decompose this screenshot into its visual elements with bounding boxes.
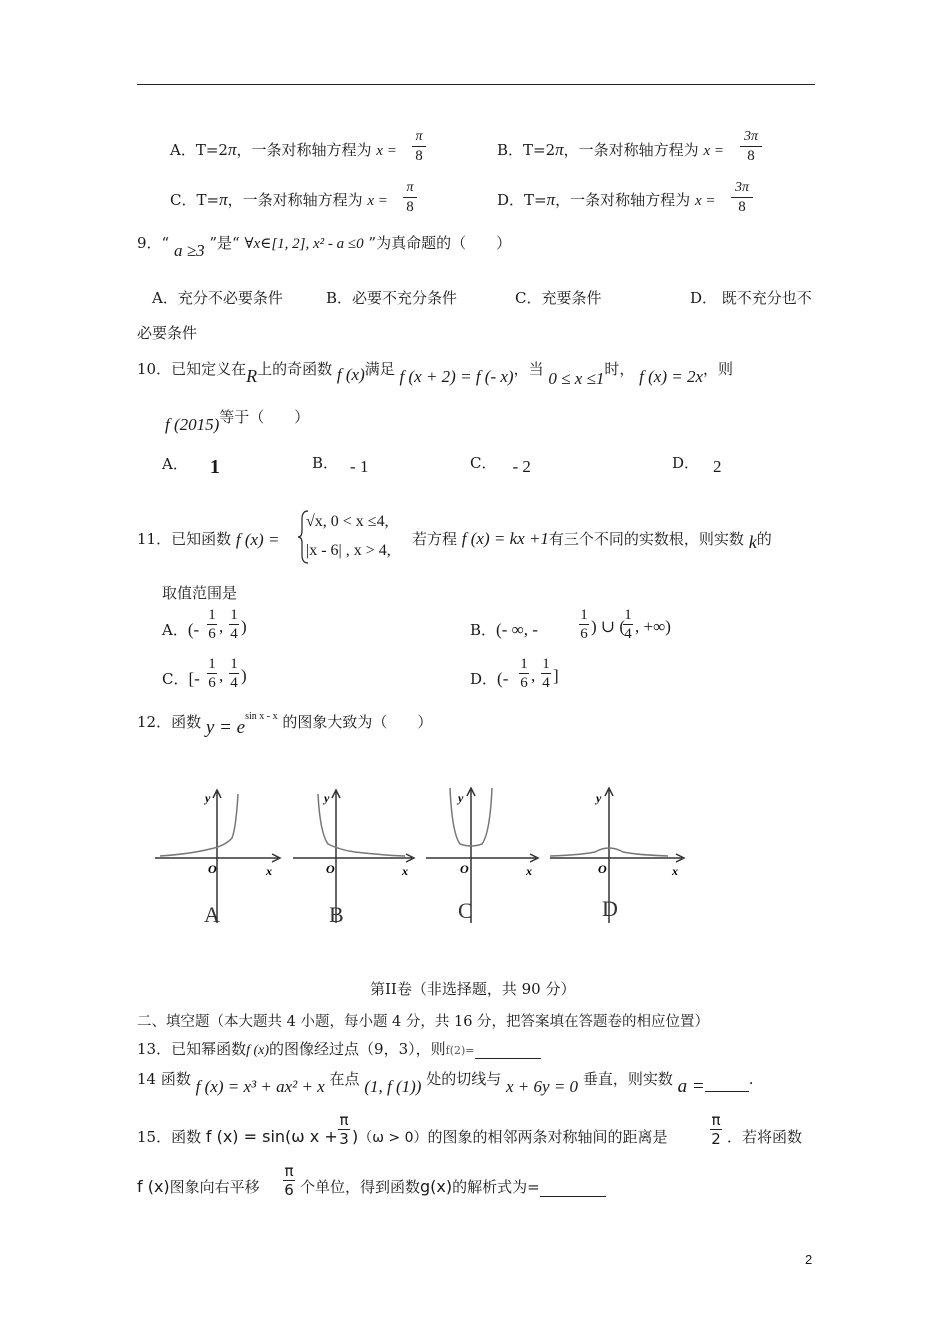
- question-14: 14 函数 f (x) = x³ + ax² + x 在点 (1, f (1)) 处的切线与 x + 6y = 0 垂直，则实数 a = .: [137, 1070, 754, 1097]
- q11-a-sep: ,: [219, 617, 224, 636]
- q15-frac-pi-2: π 2: [711, 1111, 721, 1148]
- q11-b-frac-2: 1 4: [624, 607, 632, 642]
- q11-range-label: 取值范围是: [162, 584, 238, 602]
- q8-b-fraction: 3π 8: [739, 128, 763, 165]
- part-2-title: 第II卷（非选择题，共 90 分）: [370, 980, 576, 998]
- q11-option-d: D．(-: [470, 669, 509, 688]
- q11-option-b: B．(- ∞, -: [470, 620, 538, 639]
- graph-d-x-label: x: [672, 864, 678, 878]
- q11-d-frac-1: 1 6: [520, 656, 528, 691]
- q11-a-frac-1: 1 6: [208, 607, 216, 642]
- graph-c-letter: C: [458, 898, 473, 923]
- graph-b-letter: B: [329, 902, 344, 927]
- q9-option-b: B．必要不充分条件: [326, 289, 458, 307]
- q10-option-b: B． - 1: [312, 454, 369, 476]
- q15-cont-2: ．若将函数: [727, 1128, 803, 1146]
- graph-b-y-label: y: [324, 791, 330, 805]
- graph-d-letter: D: [602, 896, 618, 921]
- q11-c-frac-1: 1 6: [208, 656, 216, 691]
- graph-b: [293, 790, 414, 927]
- q8-c-fraction: π 8: [402, 179, 418, 216]
- q11-c-close: ): [241, 666, 247, 685]
- question-12: 12．函数 $y = e^{sin x - x}$ 的图象大致为（ ）: [137, 711, 433, 738]
- q9-option-a: A．充分不必要条件: [152, 289, 283, 307]
- q8-option-c: C．T=π，一条对称轴方程为 x =: [170, 190, 388, 209]
- q10-f2015: f (2015)等于（ ）: [165, 408, 310, 434]
- q15-line-2-cont: 个单位，得到函数g(x)的解析式为=: [300, 1176, 606, 1197]
- question-10: 10．已知定义在R上的奇函数 f (x)满足 f (x + 2) = f (- x)，当 0 ≤ x ≤1时， f (x) = 2x，则: [137, 360, 734, 388]
- question-9: 9．“ a ≥3 ”是“ ∀x∈[1, 2], x² - a ≤0 ”为真命题的（ ）: [137, 234, 512, 260]
- q11-d-sep: ,: [531, 666, 536, 685]
- graph-d-origin: O: [598, 862, 607, 876]
- q10-option-a: A． 1: [162, 455, 218, 478]
- graph-c: [426, 788, 538, 923]
- graph-c-y-label: y: [458, 791, 464, 805]
- q11-option-a: A．(-: [162, 620, 200, 639]
- q8-option-b: B．T=2π，一条对称轴方程为 x =: [497, 140, 724, 159]
- q9-option-d: D． 既不充分也不: [690, 289, 812, 307]
- graph-a-origin: O: [208, 862, 217, 876]
- graph-b-x-label: x: [402, 864, 408, 878]
- q9-option-d-continued: 必要条件: [137, 324, 198, 342]
- q11-c-sep: ,: [219, 666, 224, 685]
- q15-frac-pi-6: π 6: [284, 1162, 294, 1199]
- q11-b-close: , +∞): [635, 617, 671, 636]
- q11-equation: 若方程 f (x) = kx +1有三个不同的实数根，则实数 k的: [412, 529, 772, 552]
- graph-a-letter: A: [204, 902, 220, 927]
- q11-a-frac-2: 1 4: [230, 607, 238, 642]
- q12-graphs: [150, 778, 695, 928]
- graph-b-origin: O: [326, 862, 335, 876]
- q15-answer-blank[interactable]: [540, 1196, 606, 1197]
- question-15: 15．函数 f (x) = sin(ω x +: [137, 1127, 338, 1146]
- graph-a: [155, 790, 280, 927]
- graph-d-y-label: y: [596, 791, 602, 805]
- piecewise-case-1: √x, 0 < x ≤4,: [306, 513, 389, 530]
- graph-d: [550, 788, 684, 923]
- q11-d-frac-2: 1 4: [542, 656, 550, 691]
- q14-answer-blank[interactable]: [705, 1091, 749, 1092]
- q11-a-close: ): [241, 617, 247, 636]
- graph-c-x-label: x: [526, 864, 532, 878]
- q8-option-d: D．T=π，一条对称轴方程为 x =: [497, 190, 716, 209]
- question-13: 13．已知幂函数f (x)的图像经过点（9，3），则f(2)=: [137, 1038, 541, 1059]
- q11-option-c: C．[-: [162, 669, 200, 688]
- page-number: 2: [805, 1252, 813, 1267]
- q8-d-fraction: 3π 8: [730, 179, 754, 216]
- q15-line-2: f (x)图象向右平移: [137, 1177, 260, 1196]
- section-fill-in-blank: 二、填空题（本大题共 4 小题，每小题 4 分，共 16 分，把答案填在答题卷的相应位置）: [137, 1014, 710, 1030]
- q9-option-c: C．充要条件: [515, 289, 602, 307]
- graph-a-x-label: x: [266, 864, 272, 878]
- q11-c-frac-2: 1 4: [230, 656, 238, 691]
- q13-answer-blank[interactable]: [475, 1058, 541, 1059]
- q11-b-mid: ) ∪ (: [591, 617, 626, 636]
- graph-a-y-label: y: [205, 791, 211, 805]
- q10-option-d: D． 2: [672, 454, 722, 476]
- graph-c-origin: O: [460, 862, 469, 876]
- q8-option-a: A．T=2π，一条对称轴方程为 x =: [170, 140, 397, 159]
- q10-option-c: C． - 2: [470, 454, 531, 476]
- header-rule: [137, 84, 815, 85]
- q11-d-close: ]: [553, 666, 559, 685]
- piecewise-case-2: |x - 6| , x > 4,: [306, 542, 391, 559]
- q8-a-fraction: π 8: [411, 128, 427, 165]
- question-11: 11．已知函数 f (x) =: [137, 530, 280, 549]
- q11-b-frac-1: 1 6: [580, 607, 588, 642]
- q15-frac-pi-3: π 3: [339, 1111, 349, 1148]
- q15-cont: )（ω > 0）的图象的相邻两条对称轴间的距离是: [352, 1127, 668, 1146]
